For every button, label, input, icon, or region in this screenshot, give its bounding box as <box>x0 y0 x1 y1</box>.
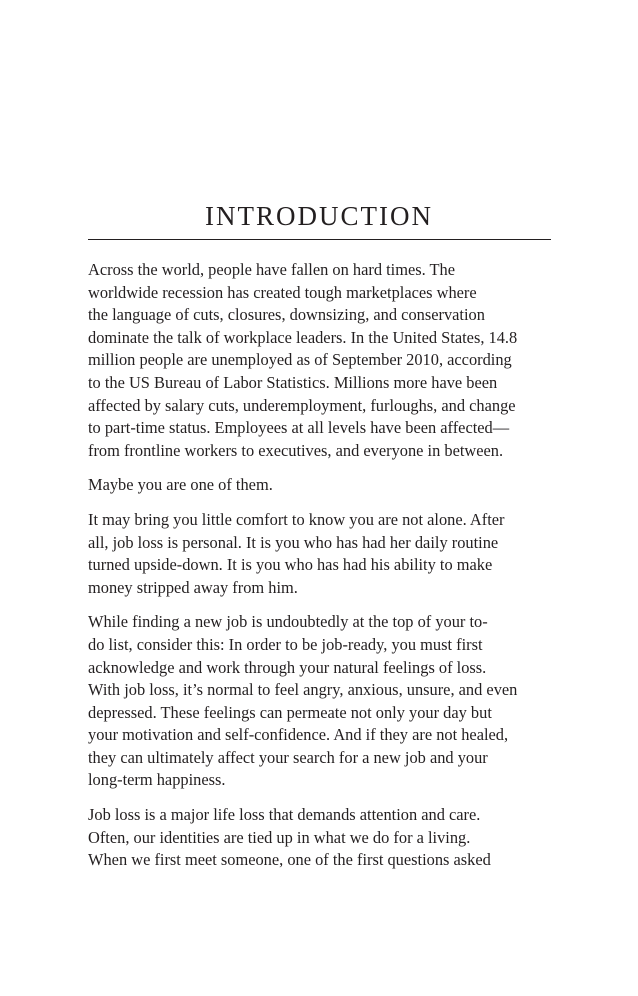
text-line: Across the world, people have fallen on hard times. The <box>88 260 456 279</box>
text-line: When we first meet someone, one of the first questions asked <box>88 850 491 870</box>
title-underline-rule <box>88 239 551 240</box>
paragraph <box>88 611 550 792</box>
text-line: all, job loss is personal. It is you who has had her daily routine <box>88 532 499 552</box>
text-line: depressed. These feelings can permeate not only your day but <box>88 702 492 722</box>
text-line: acknowledge and work through your natural feelings of loss. <box>88 657 487 677</box>
text-line: do list, consider this: In order to be job-ready, you must first <box>88 634 483 654</box>
paragraph <box>88 509 550 599</box>
paragraph <box>88 474 550 497</box>
paragraph <box>88 259 550 462</box>
text-line: to the US Bureau of Labor Statistics. Millions more have been <box>88 372 498 392</box>
chapter-title: INTRODUCTION <box>205 201 433 231</box>
text-line: the language of cuts, closures, downsizing, and conservation <box>88 305 485 325</box>
text-line: from frontline workers to executives, and everyone in between. <box>88 440 504 460</box>
text-line: Job loss is a major life loss that demands attention and care. <box>88 805 481 825</box>
text-line: Maybe you are one of them. <box>88 475 273 495</box>
text-line: With job loss, it’s normal to feel angry, anxious, unsure, and even <box>88 680 518 700</box>
text-line: Often, our identities are tied up in what we do for a living. <box>88 827 471 847</box>
text-line: million people are unemployed as of September 2010, according <box>88 350 512 370</box>
text-line: to part-time status. Employees at all levels have been affected— <box>88 418 510 438</box>
text-line: your motivation and self-confidence. And if they are not healed, <box>88 725 509 745</box>
paragraph <box>88 804 550 872</box>
text-line: worldwide recession has created tough marketplaces where <box>88 282 477 302</box>
text-line: long-term happiness. <box>88 770 226 790</box>
body-text <box>88 259 550 884</box>
text-line: It may bring you little comfort to know you are not alone. After <box>88 509 505 529</box>
text-line: affected by salary cuts, underemployment, furloughs, and change <box>88 395 516 415</box>
text-line: While finding a new job is undoubtedly at the top of your to- <box>88 612 488 632</box>
text-line: they can ultimately affect your search for a new job and your <box>88 747 488 767</box>
text-line: money stripped away from him. <box>88 577 298 597</box>
text-line: dominate the talk of workplace leaders. In the United States, 14.8 <box>88 327 518 347</box>
text-line: turned upside-down. It is you who has had his ability to make <box>88 555 493 575</box>
